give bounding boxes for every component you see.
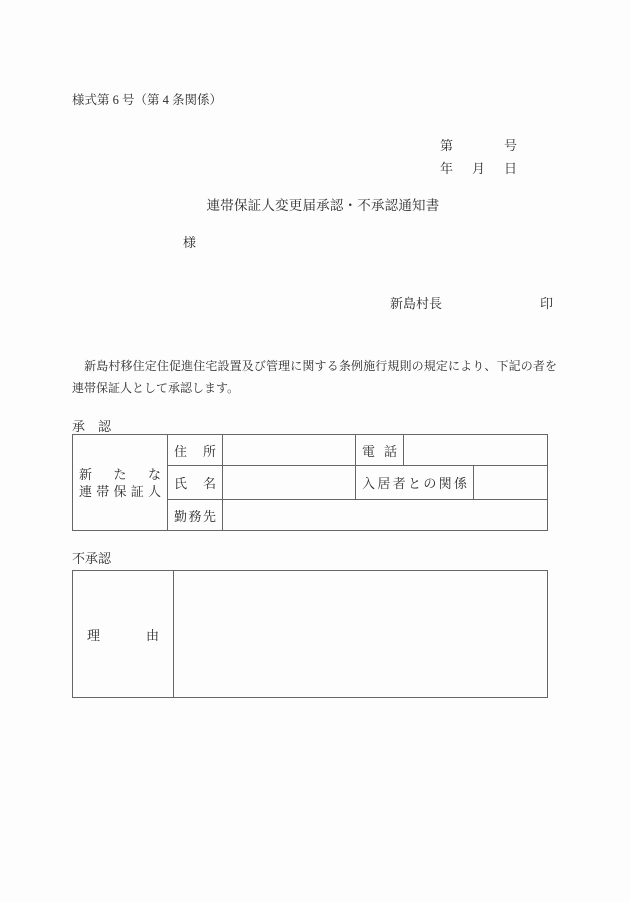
address-label: 住所 — [168, 435, 223, 466]
doc-number-prefix: 第 — [440, 138, 454, 153]
month-label: 月 — [471, 161, 485, 176]
reason-value-cell — [174, 571, 548, 698]
guarantor-label-cell — [73, 435, 168, 531]
issuer-name: 新島村長 — [390, 296, 443, 311]
workplace-value-cell — [223, 500, 548, 531]
page-title: 連帯保証人変更届承認・不承認通知書 — [206, 198, 440, 213]
disapproval-section-label: 不承認 — [72, 551, 112, 566]
relation-label: 入居者との関係 — [356, 466, 474, 500]
body-line-1: 新島村移住定住促進住宅設置及び管理に関する条例施行規則の規定により、下記の者を — [72, 359, 557, 373]
doc-number-line — [440, 138, 517, 154]
form-number: 様式第 6 号（第 4 条関係） — [72, 93, 223, 107]
guarantor-label-line2: 連帯保証人 — [79, 483, 161, 499]
issuer-line — [390, 296, 553, 312]
disapproval-table — [72, 570, 548, 698]
approval-section-label: 承 認 — [72, 419, 112, 434]
body-line-2: 連帯保証人として承認します。 — [72, 381, 240, 395]
day-label: 日 — [503, 161, 517, 176]
phone-value-cell — [404, 435, 548, 466]
doc-number-suffix: 号 — [503, 138, 517, 153]
addressee-honorific: 様 — [183, 235, 197, 250]
workplace-label: 勤務先 — [168, 500, 223, 531]
guarantor-label-line1: 新たな — [79, 466, 161, 482]
address-value-cell — [223, 435, 356, 466]
body-paragraph — [72, 355, 557, 399]
name-value-cell — [223, 466, 356, 500]
year-label: 年 — [440, 161, 454, 176]
phone-label: 電話 — [356, 435, 404, 466]
approval-table — [72, 434, 548, 531]
date-line — [440, 161, 517, 177]
name-label: 氏名 — [168, 466, 223, 500]
relation-value-cell — [474, 466, 548, 500]
reason-label: 理由 — [73, 571, 174, 698]
seal-placeholder: 印 — [539, 296, 553, 311]
